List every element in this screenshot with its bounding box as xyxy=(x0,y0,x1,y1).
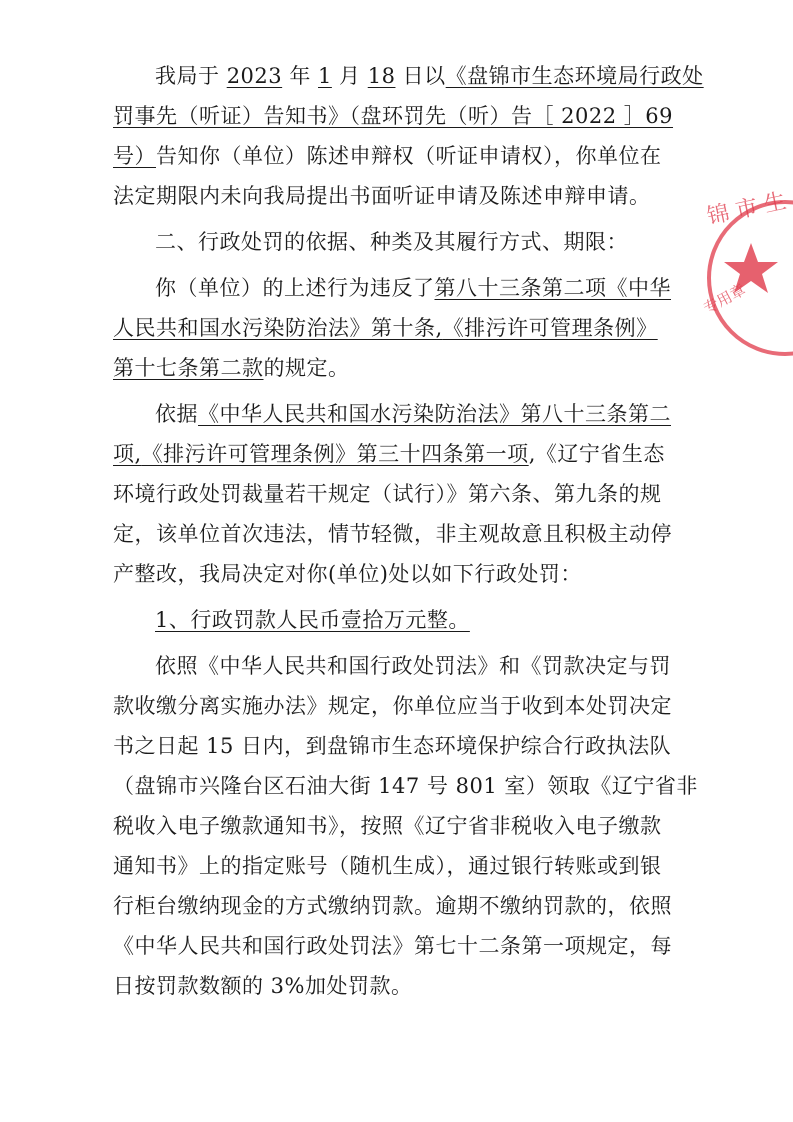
penalty-item xyxy=(113,600,673,640)
text-segment: 日按罚款数额的 3%加处罚款。 xyxy=(113,974,413,998)
text-line xyxy=(113,646,673,686)
text-segment: 你（单位）的上述行为违反了 xyxy=(155,276,435,300)
text-line xyxy=(113,726,673,766)
text-line xyxy=(113,474,673,514)
para-violation xyxy=(113,268,673,388)
text-segment: 通知书》上的指定账号（随机生成），通过银行转账或到银 xyxy=(113,854,662,878)
text-segment: ,《辽宁省生态 xyxy=(528,442,665,466)
underlined-text: 号） xyxy=(113,144,156,168)
text-segment: 款收缴分离实施办法》规定，你单位应当于收到本处罚决定 xyxy=(113,694,672,718)
text-line xyxy=(113,176,673,216)
text-line xyxy=(113,308,673,348)
underlined-text: 罚事先（听证）告知书》（盘环罚先（听）告［ 2022 ］69 xyxy=(113,104,674,128)
text-line xyxy=(113,268,673,308)
svg-text:锦 市 生: 锦 市 生 xyxy=(705,188,789,230)
text-line xyxy=(113,394,673,434)
text-line xyxy=(113,766,698,806)
text-segment: 依照《中华人民共和国行政处罚法》和《罚款决定与罚 xyxy=(155,654,671,678)
official-seal-icon xyxy=(700,188,793,366)
text-segment: 《中华人民共和国行政处罚法》第七十二条第一项规定，每 xyxy=(113,934,672,958)
text-line xyxy=(113,554,673,594)
text-line xyxy=(113,348,673,388)
text-segment: 产整改，我局决定对你(单位)处以如下行政处罚： xyxy=(113,562,582,586)
text-segment: 环境行政处罚裁量若干规定（试行）》第六条、第九条的规 xyxy=(113,482,662,506)
text-line xyxy=(113,56,704,96)
svg-text:专用章: 专用章 xyxy=(700,280,749,318)
text-segment: 月 xyxy=(331,64,368,88)
underlined-text: 1 xyxy=(318,64,332,88)
text-line xyxy=(113,222,673,262)
text-segment: 的规定。 xyxy=(263,356,350,380)
text-segment: 我局于 xyxy=(155,64,227,88)
text-line xyxy=(113,514,673,554)
text-segment: 二、行政处罚的依据、种类及其履行方式、期限： xyxy=(155,230,628,254)
text-line xyxy=(113,846,673,886)
para-payment xyxy=(113,646,698,1006)
underlined-text: 项, xyxy=(113,442,142,466)
text-line xyxy=(113,966,673,1006)
text-line xyxy=(113,686,673,726)
text-segment: 定，该单位首次违法，情节轻微，非主观故意且积极主动停 xyxy=(113,522,672,546)
text-segment: （盘锦市兴隆台区石油大街 147 号 801 室）领取《辽宁省非 xyxy=(113,774,698,798)
text-segment: 法定期限内未向我局提出书面听证申请及陈述申辩申请。 xyxy=(113,184,651,208)
text-segment: 书之日起 15 日内，到盘锦市生态环境保护综合行政执法队 xyxy=(113,734,672,758)
underlined-text: 《盘锦市生态环境局行政处 xyxy=(445,64,704,88)
underlined-text: 《排污许可管理条例》第三十四条第一项 xyxy=(141,442,529,466)
text-segment: 日以 xyxy=(395,64,446,88)
text-segment: 告知你（单位）陈述申辩权（听证申请权），你单位在 xyxy=(156,144,662,168)
underlined-text: 18 xyxy=(367,64,396,88)
text-segment: 依据 xyxy=(155,402,198,426)
text-line xyxy=(113,926,673,966)
text-segment: 税收入电子缴款通知书》，按照《辽宁省非税收入电子缴款 xyxy=(113,814,662,838)
text-line xyxy=(113,600,673,640)
underlined-text: 《排污许可管理条例》 xyxy=(442,316,658,340)
para-basis xyxy=(113,394,673,594)
underlined-text: 第八十三条第二项《中华 xyxy=(434,276,671,300)
text-line xyxy=(113,434,673,474)
para-notice xyxy=(113,56,704,216)
text-line xyxy=(113,886,673,926)
section-heading xyxy=(113,222,673,262)
text-segment: 行柜台缴纳现金的方式缴纳罚款。逾期不缴纳罚款的，依照 xyxy=(113,894,672,918)
underlined-text: 《中华人民共和国水污染防治法》第八十三条第二 xyxy=(198,402,671,426)
text-line xyxy=(113,806,673,846)
text-segment: 年 xyxy=(282,64,318,88)
underlined-text: 第十七条第二款 xyxy=(113,356,264,380)
underlined-text: 1、行政罚款人民币壹拾万元整。 xyxy=(155,608,470,632)
underlined-text: 2023 xyxy=(226,64,283,88)
text-line xyxy=(113,136,673,176)
document-body xyxy=(113,56,704,1006)
underlined-text: 人民共和国水污染防治法》第十条, xyxy=(113,316,443,340)
text-line xyxy=(113,96,673,136)
